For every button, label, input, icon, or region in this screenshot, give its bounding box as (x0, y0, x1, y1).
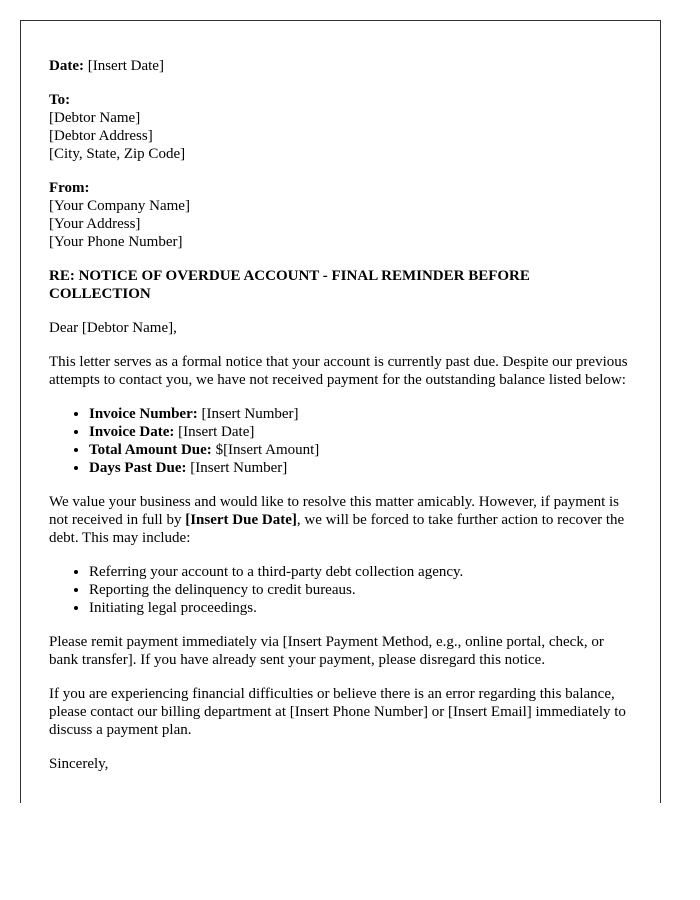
debtor-city: [City, State, Zip Code] (49, 146, 186, 162)
detail-label: Invoice Number: (89, 406, 198, 422)
list-item (89, 459, 632, 477)
list-item (89, 423, 632, 441)
recipient-block (49, 91, 632, 163)
detail-value: $[Insert Amount] (211, 442, 320, 458)
list-item: • Reporting the delinquency to credit bureaus. (89, 581, 632, 599)
warning-text: We value your business and would like to resolve this matter amicably. However, if payment is not received in full by (49, 494, 619, 528)
detail-label: Invoice Date: (89, 424, 175, 440)
payment-paragraph: Please remit payment immediately via [Insert Payment Method, e.g., online portal, check, or bank transfer]. If you have already sent your payment, please disregard this notice. (49, 634, 604, 668)
date-line (49, 57, 632, 75)
detail-value: [Insert Number] (197, 406, 299, 422)
date-value: [Insert Date] (83, 58, 164, 74)
date-label: Date: (49, 58, 84, 74)
list-item: • Referring your account to a third-party debt collection agency. (89, 563, 632, 581)
invoice-details-list (49, 405, 632, 477)
list-item (89, 405, 632, 423)
to-label: To: (49, 92, 71, 108)
detail-label: Days Past Due: (89, 460, 187, 476)
debtor-address: [Debtor Address] (49, 128, 153, 144)
detail-value: [Insert Number] (186, 460, 288, 476)
letter-page (20, 20, 661, 803)
warning-text: , we will be forced to take further action to recover the debt. This may include: (49, 512, 625, 546)
subject-text: RE: NOTICE OF OVERDUE ACCOUNT - FINAL REMINDER BEFORE COLLECTION (49, 268, 530, 302)
from-label: From: (49, 180, 90, 196)
detail-label: Total Amount Due: (89, 442, 212, 458)
list-item: • Initiating legal proceedings. (89, 599, 632, 617)
detail-value: [Insert Date] (174, 424, 255, 440)
list-item (89, 441, 632, 459)
subject-line (49, 267, 632, 303)
sender-block (49, 179, 632, 251)
company-address: [Your Address] (49, 216, 141, 232)
closing: Sincerely, (49, 756, 109, 772)
company-phone: [Your Phone Number] (49, 234, 183, 250)
due-date: [Insert Due Date] (185, 512, 297, 528)
company-name: [Your Company Name] (49, 198, 190, 214)
salutation: Dear [Debtor Name], (49, 320, 177, 336)
intro-paragraph: This letter serves as a formal notice that your account is currently past due. Despite our previous attempts to contact you, we have not received payment for the outstanding balance listed below: (49, 354, 628, 388)
actions-list (49, 563, 632, 617)
debtor-name: [Debtor Name] (49, 110, 141, 126)
warning-paragraph (49, 493, 632, 547)
contact-paragraph: If you are experiencing financial difficulties or believe there is an error regarding this balance, please contact our billing department at [Insert Phone Number] or [Insert Email] immediately to discuss a payment plan. (49, 686, 626, 738)
